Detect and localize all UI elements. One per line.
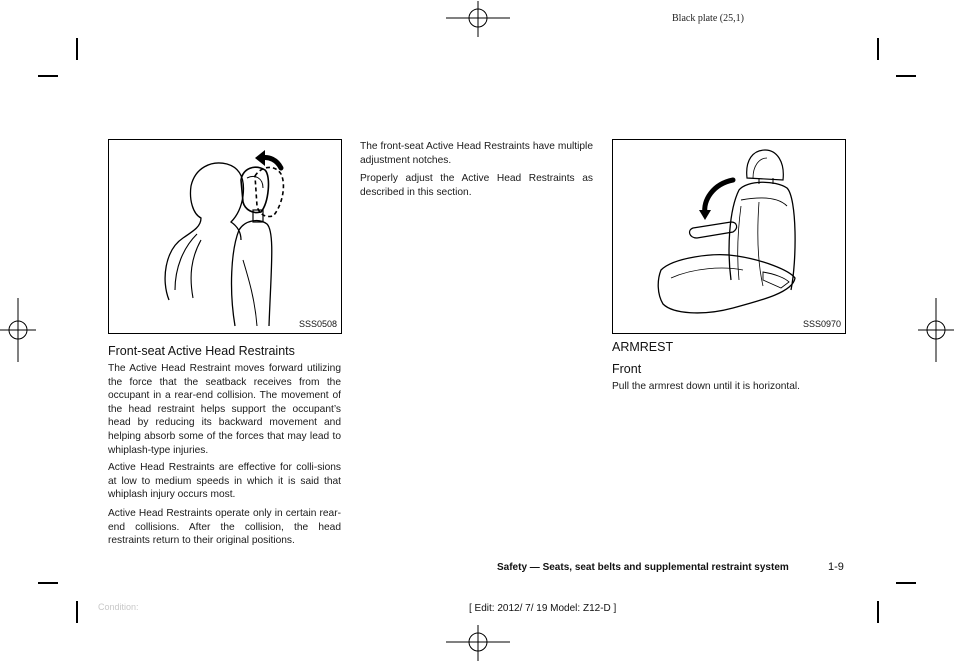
section-heading-head-restraints: Front-seat Active Head Restraints: [108, 344, 295, 358]
paragraph: Pull the armrest down until it is horizontal.: [612, 381, 800, 392]
figure-code: SSS0508: [298, 319, 337, 329]
figure-code: SSS0970: [802, 319, 841, 329]
registration-mark-bottom: [446, 625, 510, 661]
armrest-illustration: [613, 140, 845, 333]
paragraph: The Active Head Restraint moves forward utilizing the force that the seatback receives from the occupant in a rear-end collision. The movement of the head restraint helps support the occupant’s head by reducing its backward movement and helping absorb some of the forces that may lead to whiplash-type injuries.: [108, 363, 341, 456]
subheading-front: Front: [612, 362, 642, 376]
paragraph: The front-seat Active Head Restraints have multiple adjustment notches.: [360, 141, 593, 166]
registration-mark-right: [918, 298, 954, 362]
plate-label: Black plate (25,1): [672, 13, 744, 24]
footer-section-title: Safety — Seats, seat belts and supplemental restraint system: [497, 562, 789, 573]
section-heading-armrest: ARMREST: [612, 340, 674, 354]
registration-mark-top: [446, 1, 510, 37]
figure-head-restraint: [108, 139, 342, 334]
registration-mark-left: [0, 298, 36, 362]
page-number: 1-9: [828, 561, 844, 573]
condition-label: Condition:: [98, 602, 139, 612]
paragraph: Properly adjust the Active Head Restraints as described in this section.: [360, 173, 593, 198]
paragraph: Active Head Restraints operate only in certain rear-end collisions. After the collision, the head restraints return to their original positions.: [108, 508, 341, 547]
head-restraint-illustration: [109, 140, 341, 333]
edit-info: [ Edit: 2012/ 7/ 19 Model: Z12-D ]: [469, 603, 617, 614]
figure-armrest: [612, 139, 846, 334]
paragraph: Active Head Restraints are effective for colli-sions at low to medium speeds in which it is said that whiplash injury occurs most.: [108, 462, 341, 501]
